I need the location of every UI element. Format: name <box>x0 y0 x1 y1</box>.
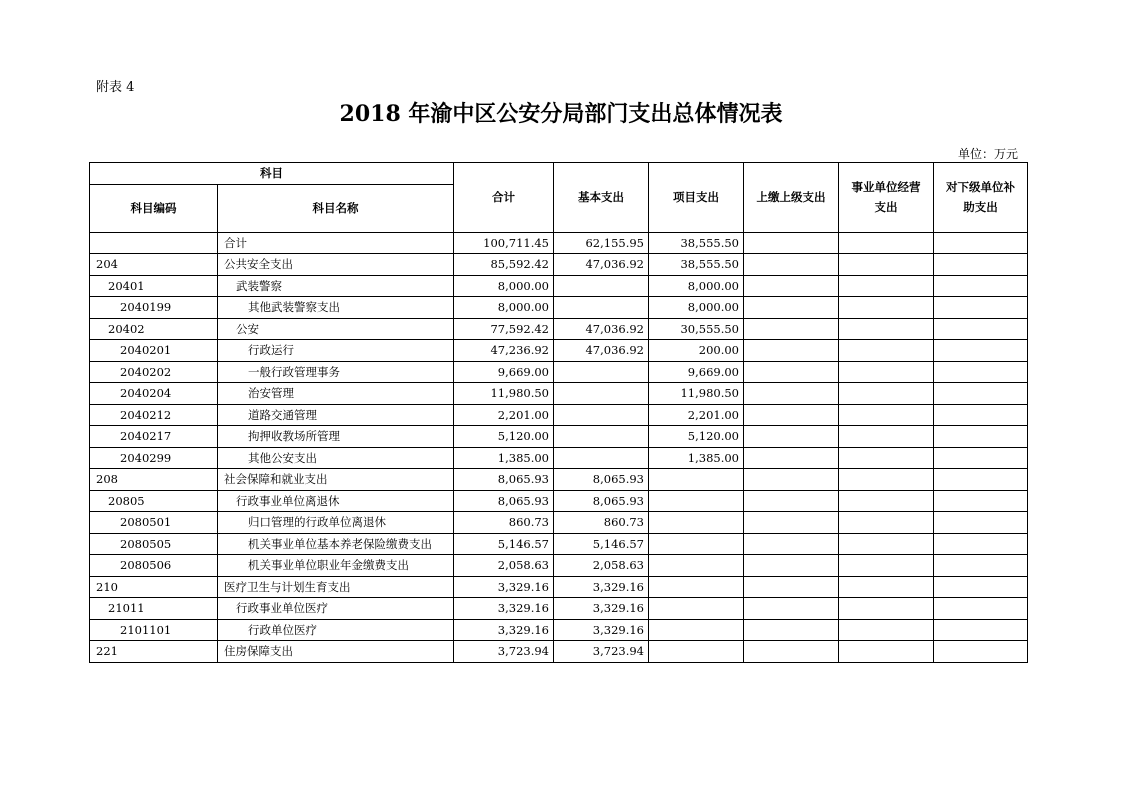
cell-superior <box>744 469 839 491</box>
cell-project: 8,000.00 <box>649 275 744 297</box>
cell-subsidy <box>934 576 1028 598</box>
header-project: 项目支出 <box>649 163 744 233</box>
cell-subsidy <box>934 512 1028 534</box>
cell-name: 机关事业单位基本养老保险缴费支出 <box>218 533 454 555</box>
cell-code: 20402 <box>90 318 218 340</box>
cell-subsidy <box>934 447 1028 469</box>
cell-subsidy <box>934 598 1028 620</box>
cell-business <box>839 469 934 491</box>
header-subsidy <box>934 163 1028 233</box>
cell-subsidy <box>934 254 1028 276</box>
cell-name: 武装警察 <box>218 275 454 297</box>
cell-subsidy <box>934 469 1028 491</box>
table-row <box>90 555 1028 577</box>
cell-business <box>839 404 934 426</box>
cell-subsidy <box>934 619 1028 641</box>
cell-project: 200.00 <box>649 340 744 362</box>
cell-total: 47,236.92 <box>454 340 554 362</box>
cell-business <box>839 318 934 340</box>
cell-name: 住房保障支出 <box>218 641 454 663</box>
cell-total: 8,065.93 <box>454 469 554 491</box>
cell-total: 8,065.93 <box>454 490 554 512</box>
table-row <box>90 598 1028 620</box>
cell-superior <box>744 512 839 534</box>
cell-business <box>839 297 934 319</box>
cell-code: 2040201 <box>90 340 218 362</box>
cell-superior <box>744 641 839 663</box>
unit-label: 单位：万元 <box>957 147 1018 161</box>
cell-superior <box>744 340 839 362</box>
header-business-text: 事业单位经营支出 <box>851 180 921 215</box>
cell-basic <box>554 297 649 319</box>
cell-superior <box>744 383 839 405</box>
cell-project <box>649 490 744 512</box>
cell-project <box>649 641 744 663</box>
header-business <box>839 163 934 233</box>
header-subject: 科目 <box>90 163 454 185</box>
cell-code: 2040217 <box>90 426 218 448</box>
cell-code: 21011 <box>90 598 218 620</box>
cell-code: 2040199 <box>90 297 218 319</box>
table-row <box>90 383 1028 405</box>
table-row <box>90 254 1028 276</box>
cell-total: 860.73 <box>454 512 554 534</box>
cell-subsidy <box>934 340 1028 362</box>
cell-superior <box>744 619 839 641</box>
table-row <box>90 318 1028 340</box>
table-row <box>90 576 1028 598</box>
cell-name: 归口管理的行政单位离退休 <box>218 512 454 534</box>
table-row <box>90 641 1028 663</box>
cell-code: 2080501 <box>90 512 218 534</box>
cell-basic: 3,329.16 <box>554 576 649 598</box>
header-basic: 基本支出 <box>554 163 649 233</box>
cell-name: 公安 <box>218 318 454 340</box>
table-row <box>90 404 1028 426</box>
cell-superior <box>744 318 839 340</box>
cell-business <box>839 426 934 448</box>
cell-project: 8,000.00 <box>649 297 744 319</box>
cell-name: 机关事业单位职业年金缴费支出 <box>218 555 454 577</box>
cell-basic: 5,146.57 <box>554 533 649 555</box>
cell-business <box>839 533 934 555</box>
table-row <box>90 297 1028 319</box>
cell-name: 道路交通管理 <box>218 404 454 426</box>
cell-superior <box>744 426 839 448</box>
cell-business <box>839 619 934 641</box>
cell-basic: 3,329.16 <box>554 619 649 641</box>
cell-basic: 8,065.93 <box>554 469 649 491</box>
annex-label: 附表 4 <box>96 80 135 95</box>
cell-project <box>649 469 744 491</box>
cell-project: 5,120.00 <box>649 426 744 448</box>
cell-business <box>839 232 934 254</box>
cell-code: 208 <box>90 469 218 491</box>
cell-total: 85,592.42 <box>454 254 554 276</box>
cell-code <box>90 232 218 254</box>
cell-total: 5,120.00 <box>454 426 554 448</box>
table-row <box>90 275 1028 297</box>
cell-project <box>649 533 744 555</box>
cell-name: 社会保障和就业支出 <box>218 469 454 491</box>
cell-project <box>649 619 744 641</box>
cell-project <box>649 512 744 534</box>
cell-subsidy <box>934 232 1028 254</box>
cell-subsidy <box>934 275 1028 297</box>
cell-total: 2,201.00 <box>454 404 554 426</box>
cell-code: 2040299 <box>90 447 218 469</box>
cell-total: 3,723.94 <box>454 641 554 663</box>
cell-project: 30,555.50 <box>649 318 744 340</box>
cell-name: 行政事业单位离退休 <box>218 490 454 512</box>
cell-business <box>839 383 934 405</box>
cell-name: 行政事业单位医疗 <box>218 598 454 620</box>
cell-basic <box>554 383 649 405</box>
cell-subsidy <box>934 490 1028 512</box>
cell-basic: 47,036.92 <box>554 254 649 276</box>
cell-project <box>649 555 744 577</box>
cell-name: 公共安全支出 <box>218 254 454 276</box>
cell-code: 2040212 <box>90 404 218 426</box>
cell-superior <box>744 404 839 426</box>
cell-basic <box>554 404 649 426</box>
header-subsidy-text: 对下级单位补助支出 <box>946 180 1015 215</box>
cell-total: 100,711.45 <box>454 232 554 254</box>
table-row <box>90 340 1028 362</box>
cell-project: 1,385.00 <box>649 447 744 469</box>
cell-basic <box>554 275 649 297</box>
cell-business <box>839 490 934 512</box>
table-row <box>90 232 1028 254</box>
cell-project <box>649 598 744 620</box>
table-row <box>90 361 1028 383</box>
cell-name: 其他武装警察支出 <box>218 297 454 319</box>
cell-total: 3,329.16 <box>454 598 554 620</box>
table-row <box>90 619 1028 641</box>
cell-subsidy <box>934 555 1028 577</box>
cell-superior <box>744 490 839 512</box>
cell-name: 行政单位医疗 <box>218 619 454 641</box>
table-row <box>90 426 1028 448</box>
cell-code: 210 <box>90 576 218 598</box>
cell-subsidy <box>934 361 1028 383</box>
cell-superior <box>744 254 839 276</box>
page-title: 2018 年渝中区公安分局部门支出总体情况表 <box>339 101 783 127</box>
cell-name: 医疗卫生与计划生育支出 <box>218 576 454 598</box>
cell-basic: 62,155.95 <box>554 232 649 254</box>
cell-business <box>839 254 934 276</box>
cell-name: 合计 <box>218 232 454 254</box>
cell-project: 38,555.50 <box>649 232 744 254</box>
cell-basic: 47,036.92 <box>554 340 649 362</box>
cell-code: 20401 <box>90 275 218 297</box>
cell-basic: 8,065.93 <box>554 490 649 512</box>
cell-code: 20805 <box>90 490 218 512</box>
cell-basic: 860.73 <box>554 512 649 534</box>
cell-name: 其他公安支出 <box>218 447 454 469</box>
cell-basic: 47,036.92 <box>554 318 649 340</box>
cell-name: 一般行政管理事务 <box>218 361 454 383</box>
cell-total: 5,146.57 <box>454 533 554 555</box>
cell-project: 9,669.00 <box>649 361 744 383</box>
header-total: 合计 <box>454 163 554 233</box>
cell-subsidy <box>934 383 1028 405</box>
header-name: 科目名称 <box>218 184 454 232</box>
cell-business <box>839 576 934 598</box>
cell-code: 2080506 <box>90 555 218 577</box>
table-row <box>90 512 1028 534</box>
cell-name: 治安管理 <box>218 383 454 405</box>
cell-superior <box>744 555 839 577</box>
cell-basic: 2,058.63 <box>554 555 649 577</box>
cell-subsidy <box>934 426 1028 448</box>
cell-superior <box>744 232 839 254</box>
cell-name: 拘押收教场所管理 <box>218 426 454 448</box>
cell-total: 77,592.42 <box>454 318 554 340</box>
cell-superior <box>744 297 839 319</box>
cell-superior <box>744 576 839 598</box>
cell-project: 38,555.50 <box>649 254 744 276</box>
cell-subsidy <box>934 533 1028 555</box>
cell-code: 2040202 <box>90 361 218 383</box>
cell-basic: 3,329.16 <box>554 598 649 620</box>
table-header <box>90 163 1028 233</box>
cell-superior <box>744 275 839 297</box>
cell-basic <box>554 426 649 448</box>
expenditure-table <box>89 162 1028 663</box>
cell-total: 8,000.00 <box>454 275 554 297</box>
cell-project: 2,201.00 <box>649 404 744 426</box>
cell-name: 行政运行 <box>218 340 454 362</box>
table-row <box>90 490 1028 512</box>
cell-project <box>649 576 744 598</box>
cell-superior <box>744 533 839 555</box>
cell-subsidy <box>934 297 1028 319</box>
cell-business <box>839 512 934 534</box>
cell-basic <box>554 447 649 469</box>
cell-superior <box>744 361 839 383</box>
table-row <box>90 469 1028 491</box>
cell-business <box>839 598 934 620</box>
cell-total: 11,980.50 <box>454 383 554 405</box>
cell-superior <box>744 447 839 469</box>
cell-business <box>839 340 934 362</box>
cell-business <box>839 275 934 297</box>
cell-code: 221 <box>90 641 218 663</box>
cell-total: 8,000.00 <box>454 297 554 319</box>
cell-subsidy <box>934 404 1028 426</box>
cell-business <box>839 447 934 469</box>
table-row <box>90 533 1028 555</box>
cell-total: 3,329.16 <box>454 576 554 598</box>
table-row <box>90 447 1028 469</box>
cell-business <box>839 641 934 663</box>
table-body <box>90 232 1028 662</box>
cell-total: 3,329.16 <box>454 619 554 641</box>
cell-code: 2080505 <box>90 533 218 555</box>
cell-total: 1,385.00 <box>454 447 554 469</box>
cell-basic: 3,723.94 <box>554 641 649 663</box>
cell-subsidy <box>934 318 1028 340</box>
cell-business <box>839 361 934 383</box>
cell-superior <box>744 598 839 620</box>
cell-code: 204 <box>90 254 218 276</box>
cell-total: 2,058.63 <box>454 555 554 577</box>
header-superior: 上缴上级支出 <box>744 163 839 233</box>
cell-project: 11,980.50 <box>649 383 744 405</box>
header-code: 科目编码 <box>90 184 218 232</box>
cell-total: 9,669.00 <box>454 361 554 383</box>
cell-business <box>839 555 934 577</box>
cell-basic <box>554 361 649 383</box>
cell-code: 2040204 <box>90 383 218 405</box>
cell-subsidy <box>934 641 1028 663</box>
cell-code: 2101101 <box>90 619 218 641</box>
